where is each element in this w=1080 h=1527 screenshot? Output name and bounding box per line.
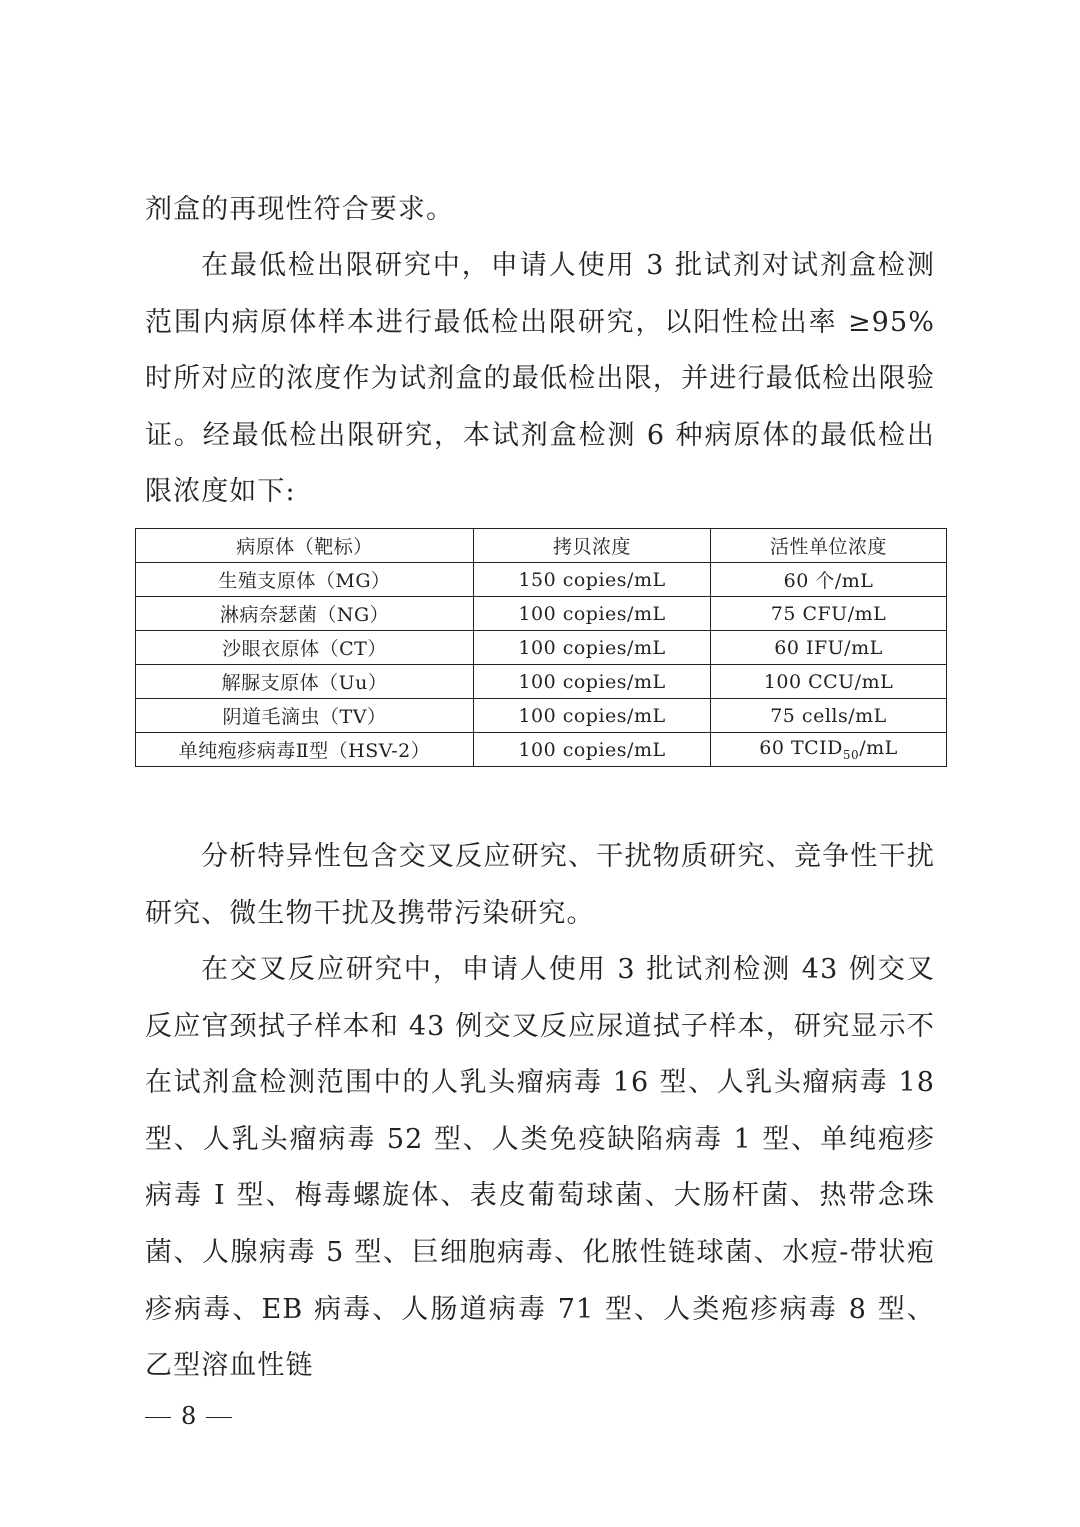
cell-copies: 100 copies/mL <box>474 665 711 699</box>
cell-copies: 150 copies/mL <box>474 563 711 597</box>
table-row <box>136 665 947 699</box>
cell-pathogen: 生殖支原体（MG） <box>136 563 474 597</box>
cell-pathogen: 单纯疱疹病毒Ⅱ型（HSV-2） <box>136 733 474 767</box>
page-number-footer <box>145 1396 232 1436</box>
footer-dash-left <box>145 1417 171 1418</box>
page-number: 8 <box>181 1402 197 1430</box>
table-row <box>136 699 947 733</box>
activity-suffix: /mL <box>859 737 898 760</box>
paragraph-analytical-specificity: 分析特异性包含交叉反应研究、干扰物质研究、竞争性干扰研究、微生物干扰及携带污染研究。 <box>145 841 935 929</box>
cell-activity: 75 CFU/mL <box>711 597 947 631</box>
cell-pathogen: 沙眼衣原体（CT） <box>136 631 474 665</box>
cell-copies: 100 copies/mL <box>474 597 711 631</box>
table-header-row <box>136 529 947 563</box>
table-row <box>136 597 947 631</box>
table-row <box>136 563 947 597</box>
cell-pathogen: 解脲支原体（Uu） <box>136 665 474 699</box>
table-row <box>136 631 947 665</box>
header-pathogen: 病原体（靶标） <box>136 529 474 563</box>
paragraph-cross-reactivity: 在交叉反应研究中，申请人使用 3 批试剂检测 43 例交叉反应官颈拭子样本和 43 例交叉反应尿道拭子样本，研究显示不在试剂盒检测范围中的人乳头瘤病毒 16 型、人乳头瘤病毒 18 型、人乳头瘤病毒 52 型、人类免疫缺陷病毒 1 型、单纯疱疹病毒 I 型、梅毒螺旋体、表皮葡萄球菌、大肠杆菌、热带念珠菌、人腺病毒 5 型、巨细胞病毒、化脓性链球菌、水痘-带状疱疹病毒、EB 病毒、人肠道病毒 71 型、人类疱疹病毒 8 型、乙型溶血性链 <box>145 954 935 1382</box>
footer-dash-right <box>206 1417 232 1418</box>
cell-activity: 75 cells/mL <box>711 699 947 733</box>
table-row <box>136 733 947 767</box>
detection-limit-table <box>135 528 947 767</box>
paragraph-detection-limit: 在最低检出限研究中，申请人使用 3 批试剂对试剂盒检测范围内病原体样本进行最低检出限研究，以阳性检出率 ≥95%时所对应的浓度作为试剂盒的最低检出限，并进行最低检出限验证。经最低检出限研究，本试剂盒检测 6 种病原体的最低检出限浓度如下: <box>145 250 935 508</box>
cell-copies: 100 copies/mL <box>474 733 711 767</box>
header-copy-concentration: 拷贝浓度 <box>474 529 711 563</box>
cell-copies: 100 copies/mL <box>474 631 711 665</box>
paragraph-continuation: 剂盒的再现性符合要求。 <box>145 194 455 225</box>
cell-copies: 100 copies/mL <box>474 699 711 733</box>
header-activity-concentration: 活性单位浓度 <box>711 529 947 563</box>
cell-pathogen: 淋病奈瑟菌（NG） <box>136 597 474 631</box>
cell-pathogen: 阴道毛滴虫（TV） <box>136 699 474 733</box>
cell-activity: 60 IFU/mL <box>711 631 947 665</box>
activity-prefix: 60 TCID <box>759 737 843 760</box>
activity-subscript: 50 <box>842 747 860 762</box>
cell-activity: 100 CCU/mL <box>711 665 947 699</box>
cell-activity: 60 个/mL <box>711 563 947 597</box>
cell-activity <box>711 733 947 767</box>
